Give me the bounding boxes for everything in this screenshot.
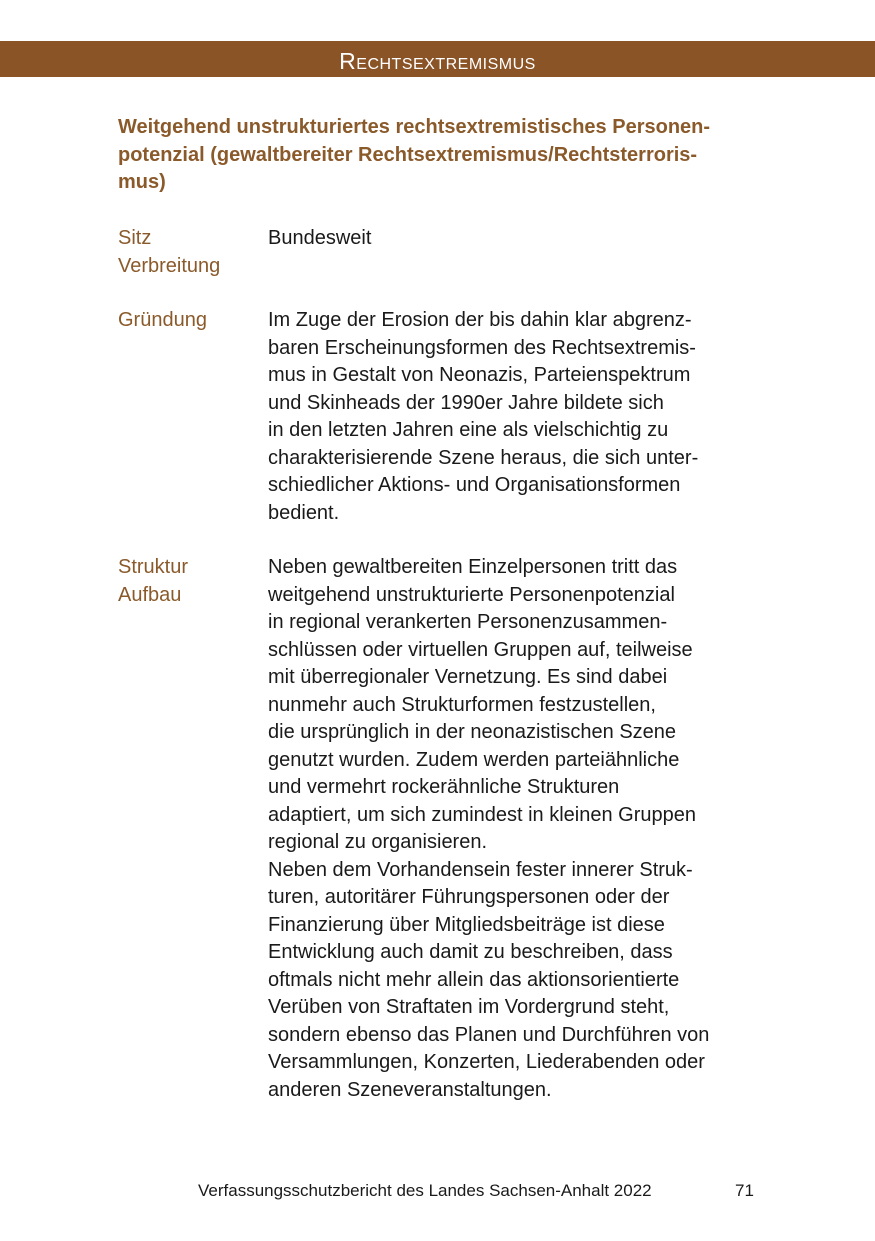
text-line: Versammlungen, Konzerten, Liederabenden oder [268,1051,705,1073]
text-line: Entwicklung auch damit zu beschreiben, dass [268,941,673,963]
text-line: anderen Szeneveranstaltungen. [268,1078,552,1101]
text-line: charakterisierende Szene heraus, die sich unter- [268,446,699,469]
text-line: die ursprünglich in der neonazistischen Szene [268,721,677,743]
text-line: sondern ebenso das Planen und Durchführen von [268,1023,710,1046]
page-number: 71 [735,1181,754,1200]
text-line: mit überregionaler Vernetzung. Es sind dabei [268,666,668,688]
page-title: Rechtsextremismus [339,48,536,74]
text-line: in den letzten Jahren eine als vielschichtig zu [268,419,669,441]
text-line: weitgehend unstrukturierte Personenpotenzial [268,583,675,606]
text-line: mus in Gestalt von Neonazis, Parteienspektrum [268,364,691,386]
text-line: schiedlicher Aktions- und Organisationsformen [268,474,681,496]
text-line: baren Erscheinungsformen des Rechtsextremis- [268,336,696,359]
label-line: Gründung [118,309,207,331]
text-line: regional zu organisieren. [268,831,488,853]
text-line: Bundesweit [268,227,372,249]
content-sitz-verbreitung [268,225,768,253]
text-line: genutzt wurden. Zudem werden parteiähnliche [268,748,680,771]
text-line: nunmehr auch Strukturformen festzustellen, [268,693,656,716]
label-line: Aufbau [118,583,182,606]
label-sitz-verbreitung [118,225,220,280]
text-line: turen, autoritärer Führungspersonen oder der [268,886,670,908]
label-line: Sitz [118,227,152,249]
text-line: bedient. [268,501,340,524]
content-gruendung [268,307,768,527]
label-gruendung [118,307,207,335]
text-line: Im Zuge der Erosion der bis dahin klar abgrenz- [268,309,692,331]
text-line: adaptiert, um sich zumindest in kleinen Gruppen [268,803,697,826]
heading-line: mus) [118,171,166,193]
text-line: Neben dem Vorhandensein fester innerer Struk- [268,858,693,881]
text-line: schlüssen oder virtuellen Gruppen auf, teilweise [268,638,693,661]
section-heading [118,114,758,197]
label-line: Struktur [118,556,189,578]
text-line: Finanzierung über Mitgliedsbeiträge ist diese [268,913,665,936]
label-struktur-aufbau [118,554,188,609]
text-line: in regional verankerten Personenzusammen- [268,611,668,633]
text-line: und Skinheads der 1990er Jahre bildete sich [268,391,664,414]
heading-line: Weitgehend unstrukturiertes rechtsextremistisches Personen- [118,116,711,138]
text-line: und vermehrt rockerähnliche Strukturen [268,776,620,798]
heading-line: potenzial (gewaltbereiter Rechtsextremismus/Rechtsterroris- [118,143,698,166]
label-line: Verbreitung [118,254,221,277]
content-struktur-aufbau [268,554,768,1104]
text-line: Verüben von Straftaten im Vordergrund steht, [268,996,670,1018]
text-line: Neben gewaltbereiten Einzelpersonen tritt das [268,556,678,578]
footer-text: Verfassungsschutzbericht des Landes Sachsen-Anhalt 2022 [198,1181,652,1200]
text-line: oftmals nicht mehr allein das aktionsorientierte [268,968,680,991]
